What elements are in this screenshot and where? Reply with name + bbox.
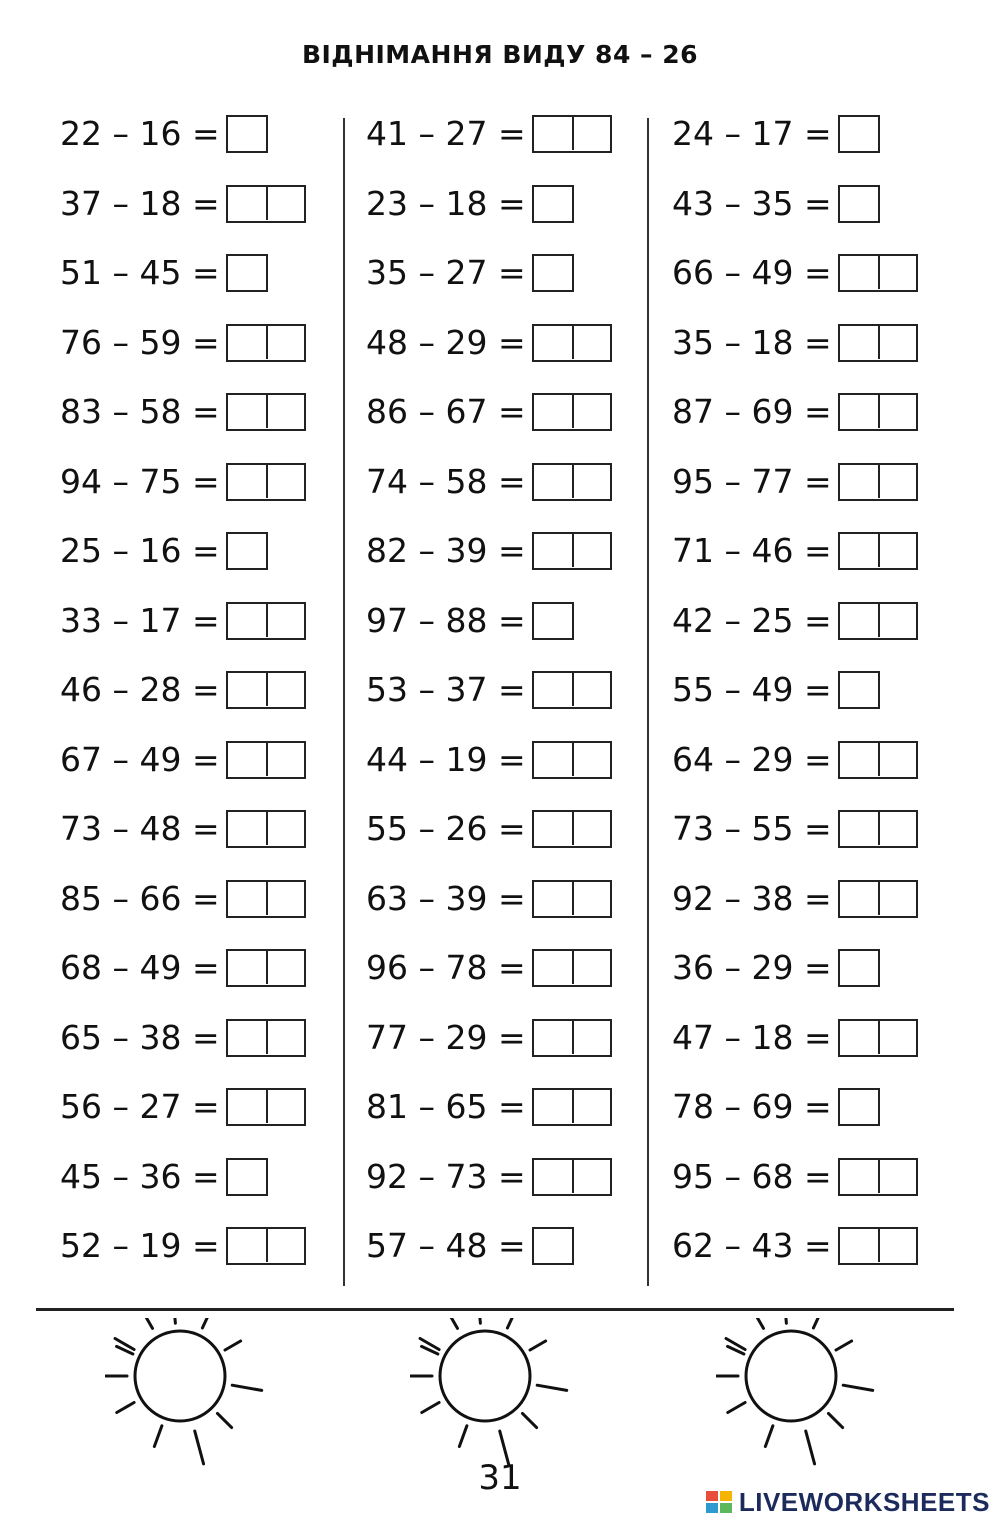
answer-digit-cell[interactable] bbox=[840, 117, 878, 150]
answer-box[interactable] bbox=[838, 463, 918, 501]
answer-box[interactable] bbox=[532, 1227, 574, 1265]
answer-box[interactable] bbox=[838, 1019, 918, 1057]
exercise-row bbox=[672, 873, 918, 925]
sun-ray bbox=[530, 1341, 546, 1350]
answer-digit-cell[interactable] bbox=[572, 326, 610, 359]
answer-box[interactable] bbox=[532, 463, 612, 501]
answer-box[interactable] bbox=[838, 1158, 918, 1196]
answer-digit-cell[interactable] bbox=[572, 465, 610, 498]
answer-digit-cell[interactable] bbox=[266, 1090, 304, 1123]
exercise-expression: 56 – 27 = bbox=[60, 1087, 220, 1126]
sun-ray bbox=[765, 1426, 773, 1447]
exercise-expression: 48 – 29 = bbox=[366, 322, 526, 362]
answer-digit-cell[interactable] bbox=[534, 465, 572, 498]
exercise-row bbox=[366, 317, 612, 369]
answer-box[interactable] bbox=[226, 115, 268, 153]
exercise-expression: 41 – 27 = bbox=[366, 114, 526, 153]
exercise-expression: 85 – 66 = bbox=[60, 878, 220, 918]
exercise-row bbox=[366, 1012, 612, 1064]
answer-digit-cell[interactable] bbox=[840, 534, 878, 567]
answer-digit-cell[interactable] bbox=[572, 882, 610, 915]
page-number: 31 bbox=[478, 1458, 522, 1498]
exercise-row bbox=[672, 247, 918, 299]
exercise-expression: 94 – 75 = bbox=[60, 461, 220, 501]
exercise-row bbox=[672, 1151, 918, 1203]
sun-ray bbox=[728, 1403, 745, 1413]
exercise-expression: 53 – 37 = bbox=[366, 670, 526, 709]
exercise-expression: 96 – 78 = bbox=[366, 948, 526, 987]
exercise-expression: 73 – 48 = bbox=[60, 809, 220, 848]
answer-digit-cell[interactable] bbox=[840, 743, 878, 776]
exercise-row bbox=[366, 873, 612, 925]
answer-digit-cell[interactable] bbox=[840, 951, 878, 984]
exercise-expression: 55 – 49 = bbox=[672, 670, 832, 709]
brand-name: LIVEWORKSHEETS bbox=[738, 1486, 990, 1517]
answer-box[interactable] bbox=[532, 1088, 612, 1126]
exercise-row bbox=[366, 1220, 574, 1272]
answer-digit-cell[interactable] bbox=[228, 117, 266, 150]
exercise-row bbox=[60, 803, 306, 855]
exercise-row bbox=[60, 1081, 306, 1133]
answer-digit-cell[interactable] bbox=[266, 743, 304, 776]
exercise-expression: 63 – 39 = bbox=[366, 878, 526, 918]
sun-disc bbox=[746, 1331, 836, 1421]
exercise-row bbox=[366, 525, 612, 577]
exercise-expression: 64 – 29 = bbox=[672, 739, 832, 779]
exercise-row bbox=[60, 873, 306, 925]
answer-digit-cell[interactable] bbox=[534, 604, 572, 637]
exercise-row bbox=[60, 525, 268, 577]
answer-digit-cell[interactable] bbox=[534, 117, 572, 150]
answer-digit-cell[interactable] bbox=[266, 326, 304, 359]
exercise-expression: 95 – 68 = bbox=[672, 1156, 832, 1196]
exercise-row bbox=[672, 1220, 918, 1272]
sun-ray bbox=[422, 1403, 439, 1413]
answer-digit-cell[interactable] bbox=[878, 882, 916, 915]
answer-box[interactable] bbox=[532, 880, 612, 918]
answer-box[interactable] bbox=[532, 949, 612, 987]
exercise-expression: 68 – 49 = bbox=[60, 948, 220, 987]
exercise-expression: 73 – 55 = bbox=[672, 809, 832, 848]
sun-ray bbox=[828, 1413, 842, 1427]
answer-digit-cell[interactable] bbox=[266, 604, 304, 637]
answer-box[interactable] bbox=[532, 324, 612, 362]
answer-digit-cell[interactable] bbox=[572, 534, 610, 567]
exercise-row bbox=[366, 734, 612, 786]
exercise-row bbox=[672, 942, 880, 994]
exercise-row bbox=[672, 525, 918, 577]
answer-box[interactable] bbox=[838, 949, 880, 987]
exercise-row bbox=[60, 664, 306, 716]
answer-digit-cell[interactable] bbox=[840, 673, 878, 706]
answer-box[interactable] bbox=[226, 532, 268, 570]
answer-box[interactable] bbox=[226, 1158, 268, 1196]
sun-ray bbox=[537, 1385, 567, 1390]
exercise-row bbox=[60, 942, 306, 994]
answer-digit-cell[interactable] bbox=[534, 395, 572, 428]
answer-box[interactable] bbox=[226, 393, 306, 431]
sun-disc bbox=[440, 1331, 530, 1421]
answer-digit-cell[interactable] bbox=[534, 1090, 572, 1123]
exercise-expression: 97 – 88 = bbox=[366, 600, 526, 640]
exercise-row bbox=[366, 1151, 612, 1203]
answer-digit-cell[interactable] bbox=[572, 673, 610, 706]
answer-digit-cell[interactable] bbox=[228, 604, 266, 637]
exercise-expression: 86 – 67 = bbox=[366, 392, 526, 431]
answer-box[interactable] bbox=[838, 602, 918, 640]
exercise-row bbox=[366, 108, 612, 160]
answer-digit-cell[interactable] bbox=[228, 1090, 266, 1123]
exercise-expression: 47 – 18 = bbox=[672, 1017, 832, 1057]
answer-digit-cell[interactable] bbox=[840, 1021, 878, 1054]
answer-box[interactable] bbox=[838, 115, 880, 153]
exercise-row bbox=[366, 247, 574, 299]
answer-box[interactable] bbox=[838, 185, 880, 223]
answer-box[interactable] bbox=[532, 254, 574, 292]
sun-ray bbox=[202, 1318, 211, 1328]
exercise-expression: 52 – 19 = bbox=[60, 1226, 220, 1265]
exercise-expression: 82 – 39 = bbox=[366, 531, 526, 570]
answer-digit-cell[interactable] bbox=[534, 743, 572, 776]
answer-digit-cell[interactable] bbox=[572, 117, 610, 150]
answer-box[interactable] bbox=[532, 532, 612, 570]
answer-digit-cell[interactable] bbox=[534, 882, 572, 915]
answer-digit-cell[interactable] bbox=[840, 465, 878, 498]
exercise-expression: 46 – 28 = bbox=[60, 670, 220, 709]
answer-digit-cell[interactable] bbox=[878, 1229, 916, 1262]
sun-ray bbox=[154, 1426, 162, 1447]
answer-digit-cell[interactable] bbox=[228, 882, 266, 915]
answer-digit-cell[interactable] bbox=[534, 256, 572, 289]
answer-digit-cell[interactable] bbox=[572, 951, 610, 984]
answer-digit-cell[interactable] bbox=[572, 812, 610, 845]
answer-digit-cell[interactable] bbox=[878, 534, 916, 567]
sun-ray bbox=[785, 1318, 787, 1323]
exercise-row bbox=[366, 942, 612, 994]
answer-box[interactable] bbox=[532, 1158, 612, 1196]
answer-box[interactable] bbox=[226, 741, 306, 779]
column-divider bbox=[343, 118, 345, 1286]
exercise-expression: 57 – 48 = bbox=[366, 1226, 526, 1265]
liveworksheets-logo-icon bbox=[705, 1489, 735, 1515]
answer-digit-cell[interactable] bbox=[266, 1229, 304, 1262]
answer-box[interactable] bbox=[532, 115, 612, 153]
exercise-row bbox=[60, 595, 306, 647]
answer-digit-cell[interactable] bbox=[228, 673, 266, 706]
sun-ray bbox=[843, 1385, 873, 1390]
answer-digit-cell[interactable] bbox=[572, 743, 610, 776]
sun-ray bbox=[225, 1341, 241, 1350]
answer-box[interactable] bbox=[226, 324, 306, 362]
answer-digit-cell[interactable] bbox=[840, 256, 878, 289]
answer-digit-cell[interactable] bbox=[878, 326, 916, 359]
exercise-row bbox=[672, 664, 880, 716]
sun-ray bbox=[479, 1318, 481, 1323]
exercise-expression: 67 – 49 = bbox=[60, 739, 220, 779]
exercise-row bbox=[60, 1151, 268, 1203]
answer-box[interactable] bbox=[226, 463, 306, 501]
sun-icon bbox=[716, 1318, 886, 1468]
exercise-expression: 74 – 58 = bbox=[366, 461, 526, 501]
exercise-expression: 22 – 16 = bbox=[60, 114, 220, 153]
answer-digit-cell[interactable] bbox=[228, 951, 266, 984]
exercise-expression: 76 – 59 = bbox=[60, 322, 220, 362]
answer-box[interactable] bbox=[532, 741, 612, 779]
exercise-row bbox=[60, 734, 306, 786]
sun-ray bbox=[232, 1385, 262, 1390]
exercise-expression: 77 – 29 = bbox=[366, 1017, 526, 1057]
answer-digit-cell[interactable] bbox=[228, 395, 266, 428]
sun-ray bbox=[117, 1403, 134, 1413]
answer-digit-cell[interactable] bbox=[228, 1229, 266, 1262]
answer-box[interactable] bbox=[838, 671, 880, 709]
worksheet-title: ВІДНІМАННЯ ВИДУ 84 – 26 bbox=[301, 40, 699, 69]
answer-digit-cell[interactable] bbox=[228, 256, 266, 289]
answer-digit-cell[interactable] bbox=[840, 326, 878, 359]
answer-digit-cell[interactable] bbox=[228, 187, 266, 220]
exercise-row bbox=[366, 595, 574, 647]
sun-ray bbox=[836, 1341, 852, 1350]
answer-box[interactable] bbox=[838, 880, 918, 918]
answer-digit-cell[interactable] bbox=[534, 187, 572, 220]
exercise-row bbox=[60, 1012, 306, 1064]
exercise-row bbox=[672, 108, 880, 160]
answer-digit-cell[interactable] bbox=[266, 951, 304, 984]
exercise-expression: 66 – 49 = bbox=[672, 253, 832, 292]
exercise-expression: 78 – 69 = bbox=[672, 1087, 832, 1126]
exercise-expression: 25 – 16 = bbox=[60, 531, 220, 570]
answer-box[interactable] bbox=[532, 671, 612, 709]
exercise-row bbox=[672, 317, 918, 369]
sun-icon bbox=[410, 1318, 580, 1468]
answer-box[interactable] bbox=[226, 1088, 306, 1126]
answer-digit-cell[interactable] bbox=[572, 1160, 610, 1193]
exercise-row bbox=[366, 386, 612, 438]
answer-digit-cell[interactable] bbox=[878, 743, 916, 776]
exercise-expression: 62 – 43 = bbox=[672, 1226, 832, 1265]
exercise-row bbox=[366, 178, 574, 230]
answer-digit-cell[interactable] bbox=[840, 812, 878, 845]
answer-digit-cell[interactable] bbox=[266, 673, 304, 706]
answer-box[interactable] bbox=[838, 324, 918, 362]
answer-digit-cell[interactable] bbox=[572, 395, 610, 428]
answer-box[interactable] bbox=[532, 185, 574, 223]
exercise-expression: 45 – 36 = bbox=[60, 1156, 220, 1196]
exercise-row bbox=[60, 317, 306, 369]
sun-ray bbox=[507, 1318, 516, 1328]
exercise-row bbox=[672, 595, 918, 647]
answer-digit-cell[interactable] bbox=[228, 534, 266, 567]
exercise-expression: 65 – 38 = bbox=[60, 1017, 220, 1057]
answer-box[interactable] bbox=[532, 393, 612, 431]
answer-digit-cell[interactable] bbox=[228, 326, 266, 359]
answer-digit-cell[interactable] bbox=[266, 812, 304, 845]
answer-digit-cell[interactable] bbox=[840, 882, 878, 915]
sun-ray bbox=[444, 1318, 458, 1328]
exercise-expression: 35 – 27 = bbox=[366, 253, 526, 292]
sun-ray bbox=[174, 1318, 176, 1323]
answer-box[interactable] bbox=[838, 810, 918, 848]
exercise-row bbox=[672, 1012, 918, 1064]
answer-box[interactable] bbox=[226, 880, 306, 918]
answer-box[interactable] bbox=[532, 602, 574, 640]
exercise-expression: 55 – 26 = bbox=[366, 809, 526, 848]
answer-box[interactable] bbox=[226, 810, 306, 848]
answer-digit-cell[interactable] bbox=[572, 1021, 610, 1054]
exercise-expression: 83 – 58 = bbox=[60, 392, 220, 431]
sun-ray bbox=[217, 1413, 231, 1427]
answer-digit-cell[interactable] bbox=[840, 187, 878, 220]
exercise-expression: 36 – 29 = bbox=[672, 948, 832, 987]
exercise-row bbox=[60, 386, 306, 438]
exercise-expression: 44 – 19 = bbox=[366, 739, 526, 779]
exercise-expression: 87 – 69 = bbox=[672, 392, 832, 431]
answer-box[interactable] bbox=[226, 254, 268, 292]
answer-digit-cell[interactable] bbox=[534, 673, 572, 706]
answer-box[interactable] bbox=[226, 1019, 306, 1057]
answer-digit-cell[interactable] bbox=[840, 1160, 878, 1193]
answer-digit-cell[interactable] bbox=[266, 1021, 304, 1054]
answer-digit-cell[interactable] bbox=[878, 465, 916, 498]
answer-digit-cell[interactable] bbox=[878, 604, 916, 637]
answer-digit-cell[interactable] bbox=[572, 1090, 610, 1123]
answer-digit-cell[interactable] bbox=[534, 812, 572, 845]
sun-ray bbox=[459, 1426, 467, 1447]
exercise-row bbox=[366, 664, 612, 716]
answer-box[interactable] bbox=[838, 393, 918, 431]
sun-icon bbox=[105, 1318, 275, 1468]
sun-ray bbox=[750, 1318, 764, 1328]
exercise-row bbox=[672, 1081, 880, 1133]
answer-box[interactable] bbox=[838, 254, 918, 292]
answer-digit-cell[interactable] bbox=[878, 395, 916, 428]
answer-digit-cell[interactable] bbox=[878, 812, 916, 845]
answer-box[interactable] bbox=[838, 1227, 918, 1265]
answer-digit-cell[interactable] bbox=[228, 1160, 266, 1193]
answer-digit-cell[interactable] bbox=[840, 1229, 878, 1262]
exercise-row bbox=[672, 803, 918, 855]
answer-digit-cell[interactable] bbox=[228, 812, 266, 845]
answer-digit-cell[interactable] bbox=[878, 1021, 916, 1054]
column-divider bbox=[647, 118, 649, 1286]
answer-box[interactable] bbox=[838, 1088, 880, 1126]
answer-box[interactable] bbox=[226, 1227, 306, 1265]
exercise-row bbox=[366, 456, 612, 508]
answer-box[interactable] bbox=[226, 949, 306, 987]
sun-ray bbox=[139, 1318, 153, 1328]
answer-digit-cell[interactable] bbox=[534, 1160, 572, 1193]
exercise-expression: 92 – 38 = bbox=[672, 878, 832, 918]
footer-rule bbox=[36, 1308, 954, 1311]
brand-watermark[interactable] bbox=[705, 1486, 990, 1518]
answer-box[interactable] bbox=[226, 185, 306, 223]
exercise-row bbox=[672, 178, 880, 230]
exercise-expression: 81 – 65 = bbox=[366, 1087, 526, 1126]
exercise-row bbox=[366, 1081, 612, 1133]
exercise-expression: 95 – 77 = bbox=[672, 461, 832, 501]
answer-digit-cell[interactable] bbox=[840, 395, 878, 428]
answer-box[interactable] bbox=[532, 1019, 612, 1057]
exercise-row bbox=[672, 734, 918, 786]
answer-digit-cell[interactable] bbox=[534, 326, 572, 359]
answer-digit-cell[interactable] bbox=[534, 1229, 572, 1262]
answer-box[interactable] bbox=[226, 671, 306, 709]
exercise-expression: 33 – 17 = bbox=[60, 600, 220, 640]
answer-digit-cell[interactable] bbox=[840, 1090, 878, 1123]
exercise-row bbox=[60, 108, 268, 160]
answer-digit-cell[interactable] bbox=[534, 534, 572, 567]
answer-digit-cell[interactable] bbox=[878, 256, 916, 289]
sun-disc bbox=[135, 1331, 225, 1421]
exercise-row bbox=[60, 456, 306, 508]
sun-ray bbox=[522, 1413, 536, 1427]
exercise-expression: 37 – 18 = bbox=[60, 183, 220, 223]
exercise-row bbox=[60, 178, 306, 230]
answer-box[interactable] bbox=[838, 532, 918, 570]
answer-digit-cell[interactable] bbox=[266, 395, 304, 428]
answer-digit-cell[interactable] bbox=[840, 604, 878, 637]
exercise-row bbox=[366, 803, 612, 855]
answer-digit-cell[interactable] bbox=[878, 1160, 916, 1193]
exercise-row bbox=[672, 386, 918, 438]
answer-box[interactable] bbox=[532, 810, 612, 848]
exercise-expression: 71 – 46 = bbox=[672, 531, 832, 570]
answer-digit-cell[interactable] bbox=[266, 882, 304, 915]
answer-digit-cell[interactable] bbox=[228, 465, 266, 498]
answer-box[interactable] bbox=[226, 602, 306, 640]
sun-ray bbox=[813, 1318, 822, 1328]
exercise-row bbox=[60, 1220, 306, 1272]
answer-digit-cell[interactable] bbox=[534, 951, 572, 984]
exercise-expression: 23 – 18 = bbox=[366, 183, 526, 223]
exercise-expression: 42 – 25 = bbox=[672, 600, 832, 640]
exercise-expression: 35 – 18 = bbox=[672, 322, 832, 362]
answer-box[interactable] bbox=[838, 741, 918, 779]
exercise-expression: 24 – 17 = bbox=[672, 114, 832, 153]
answer-digit-cell[interactable] bbox=[228, 743, 266, 776]
answer-digit-cell[interactable] bbox=[534, 1021, 572, 1054]
exercise-row bbox=[672, 456, 918, 508]
exercise-expression: 43 – 35 = bbox=[672, 183, 832, 223]
answer-digit-cell[interactable] bbox=[266, 465, 304, 498]
exercise-row bbox=[60, 247, 268, 299]
answer-digit-cell[interactable] bbox=[228, 1021, 266, 1054]
exercise-expression: 51 – 45 = bbox=[60, 253, 220, 292]
answer-digit-cell[interactable] bbox=[266, 187, 304, 220]
exercise-expression: 92 – 73 = bbox=[366, 1156, 526, 1196]
